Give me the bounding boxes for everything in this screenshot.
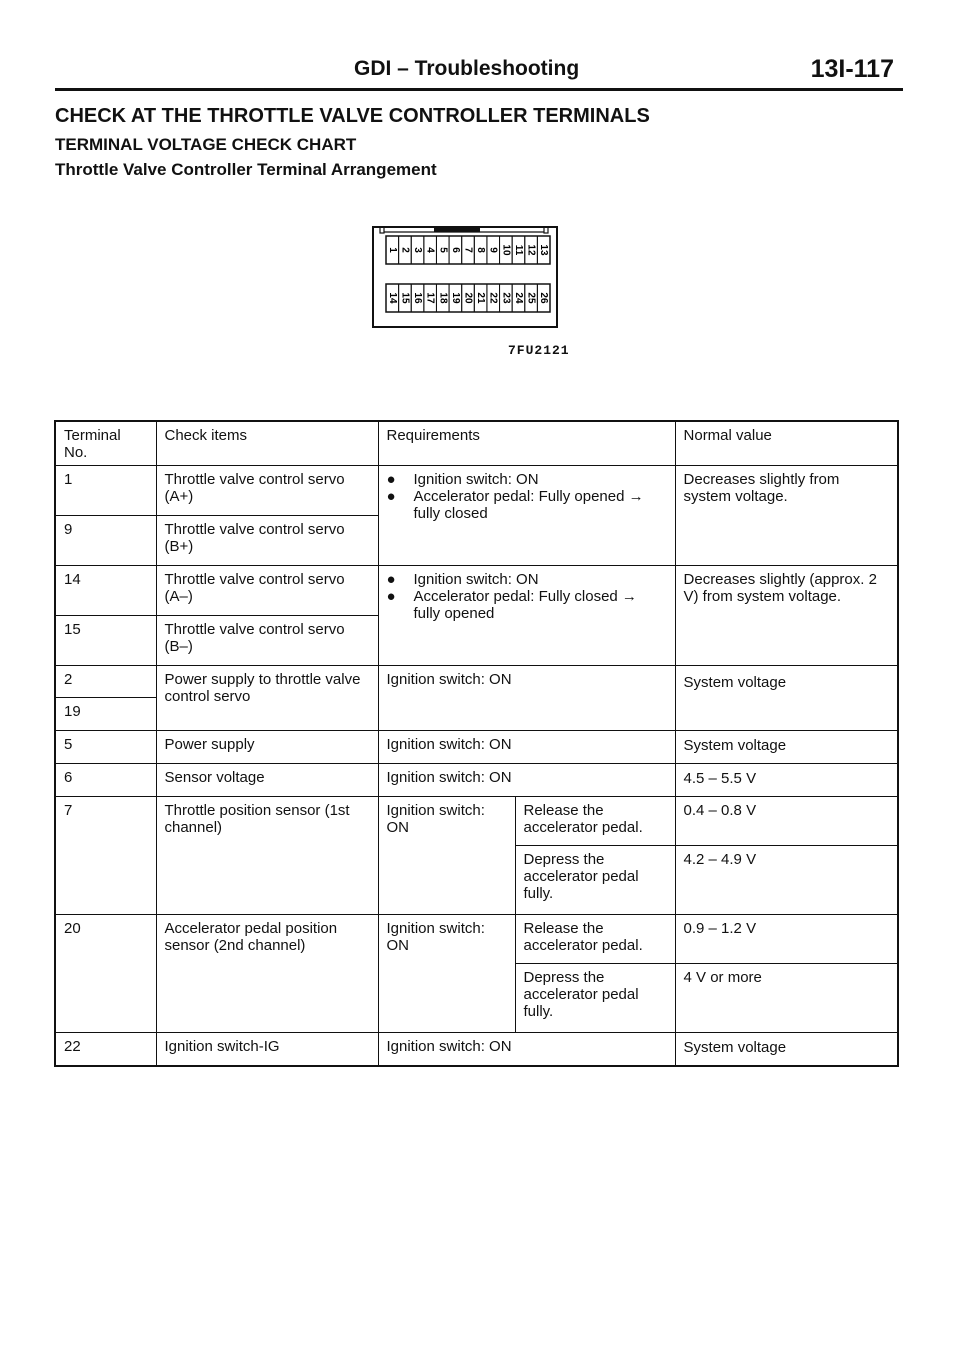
terminal-cell: 15	[55, 616, 156, 666]
terminal-cell: 1	[55, 466, 156, 516]
connector-heading: Throttle Valve Controller Terminal Arrangement	[55, 160, 437, 179]
normal-value-cell: Decreases slightly from system voltage.	[675, 466, 898, 566]
terminal-cell: 22	[55, 1033, 156, 1066]
check-item-cell: Throttle valve control servo (A–)	[156, 566, 378, 616]
requirement-cell: Ignition switch: ON	[378, 797, 515, 915]
main-heading: CHECK AT THE THROTTLE VALVE CONTROLLER TERMINALS	[55, 105, 650, 127]
connector-pin-label: 9	[487, 247, 499, 253]
condition-cell: Release the accelerator pedal.	[515, 797, 675, 846]
check-item-cell: Ignition switch-IG	[156, 1033, 378, 1066]
table-row	[55, 797, 898, 846]
normal-value-cell: Decreases slightly (approx. 2 V) from system voltage.	[675, 566, 898, 666]
normal-value-text: 4.5 – 5.5 V	[683, 770, 757, 787]
normal-value-cell	[675, 1033, 898, 1066]
normal-value-text: System voltage	[683, 737, 787, 754]
check-item-cell: Accelerator pedal position sensor (2nd channel)	[156, 915, 378, 1033]
normal-value-text: System voltage	[683, 1039, 787, 1056]
figure-code: 7FU2121	[508, 343, 570, 358]
normal-value-cell	[675, 666, 898, 731]
table-row	[55, 731, 898, 764]
requirement-cell: Ignition switch: ON	[378, 1033, 675, 1066]
normal-value-cell	[675, 731, 898, 764]
connector-pin-label: 4	[424, 247, 436, 253]
connector-pin-label: 20	[462, 292, 474, 304]
terminal-cell: 9	[55, 516, 156, 566]
chart-heading: TERMINAL VOLTAGE CHECK CHART	[55, 135, 357, 154]
check-item-cell: Sensor voltage	[156, 764, 378, 797]
requirement-text: Accelerator pedal: Fully closed → fully opened	[413, 588, 637, 622]
check-item-cell: Throttle valve control servo (B+)	[156, 516, 378, 566]
check-item-cell: Power supply	[156, 731, 378, 764]
connector-pin-label: 11	[512, 244, 524, 256]
check-item-cell: Throttle position sensor (1st channel)	[156, 797, 378, 915]
connector-pin-label: 14	[386, 292, 398, 304]
connector-pin-label: 10	[500, 244, 512, 256]
normal-value-cell: 0.9 – 1.2 V	[675, 915, 898, 964]
connector-pin-label: 16	[412, 292, 424, 304]
connector-pin-label: 2	[399, 247, 411, 253]
connector-pin-label: 23	[500, 292, 512, 304]
normal-value-text: System voltage	[683, 674, 787, 691]
normal-value-cell: 4 V or more	[675, 964, 898, 1033]
terminal-cell: 14	[55, 566, 156, 616]
connector-pin-label: 26	[538, 292, 550, 304]
header-terminal: Terminal No.	[55, 421, 156, 466]
connector-pin-label: 21	[475, 292, 487, 304]
table-header-row	[55, 421, 898, 466]
table-row	[55, 915, 898, 964]
header-divider	[55, 88, 903, 91]
normal-value-cell: 0.4 – 0.8 V	[675, 797, 898, 846]
terminal-voltage-table	[54, 420, 899, 1067]
header-requirements: Requirements	[378, 421, 675, 466]
requirement-text: Ignition switch: ON	[413, 471, 539, 488]
requirement-cell: Ignition switch: ON	[378, 731, 675, 764]
check-item-cell: Power supply to throttle valve control servo	[156, 666, 378, 731]
bullet-icon: ●	[386, 488, 396, 505]
header-normal-value: Normal value	[675, 421, 898, 466]
condition-cell: Release the accelerator pedal.	[515, 915, 675, 964]
header-check-items: Check items	[156, 421, 378, 466]
bullet-icon: ●	[386, 471, 396, 488]
terminal-cell: 2	[55, 666, 156, 698]
table-row	[55, 1033, 898, 1066]
connector-pin-label: 3	[412, 247, 424, 253]
connector-pin-label: 17	[424, 292, 436, 304]
table-row	[55, 566, 898, 616]
terminal-cell: 6	[55, 764, 156, 797]
terminal-cell: 7	[55, 797, 156, 915]
section-title: GDI – Troubleshooting	[354, 57, 580, 80]
connector-pin-label: 25	[525, 292, 537, 304]
connector-pin-label: 24	[512, 292, 524, 304]
table-row	[55, 666, 898, 698]
connector-pin-label: 19	[449, 292, 461, 304]
connector-pin-label: 7	[462, 247, 474, 253]
table-row	[55, 764, 898, 797]
bullet-icon: ●	[386, 571, 396, 588]
connector-pin-label: 13	[538, 244, 550, 256]
connector-pin-label: 1	[386, 247, 398, 253]
check-item-cell: Throttle valve control servo (A+)	[156, 466, 378, 516]
terminal-cell: 19	[55, 698, 156, 731]
requirement-cell: Ignition switch: ON	[378, 764, 675, 797]
connector-pin-label: 5	[437, 247, 449, 253]
terminal-cell: 5	[55, 731, 156, 764]
normal-value-cell	[675, 764, 898, 797]
check-item-cell: Throttle valve control servo (B–)	[156, 616, 378, 666]
requirement-text: Accelerator pedal: Fully opened → fully closed	[413, 488, 644, 522]
connector-pin-label: 15	[399, 292, 411, 304]
connector-diagram	[372, 226, 558, 328]
bullet-icon: ●	[386, 588, 396, 605]
page-number: 13I-117	[810, 55, 894, 83]
table-row	[55, 466, 898, 516]
requirement-cell	[378, 566, 675, 666]
terminal-cell: 20	[55, 915, 156, 1033]
condition-cell: Depress the accelerator pedal fully.	[515, 846, 675, 915]
connector-pin-label: 18	[437, 292, 449, 304]
connector-pin-label: 22	[487, 292, 499, 304]
normal-value-cell: 4.2 – 4.9 V	[675, 846, 898, 915]
requirement-text: Ignition switch: ON	[413, 571, 539, 588]
requirement-cell	[378, 466, 675, 566]
connector-pin-label: 12	[525, 244, 537, 256]
requirement-cell: Ignition switch: ON	[378, 915, 515, 1033]
connector-pin-label: 8	[475, 247, 487, 253]
connector-pin-label: 6	[449, 247, 461, 253]
requirement-cell: Ignition switch: ON	[378, 666, 675, 731]
condition-cell: Depress the accelerator pedal fully.	[515, 964, 675, 1033]
